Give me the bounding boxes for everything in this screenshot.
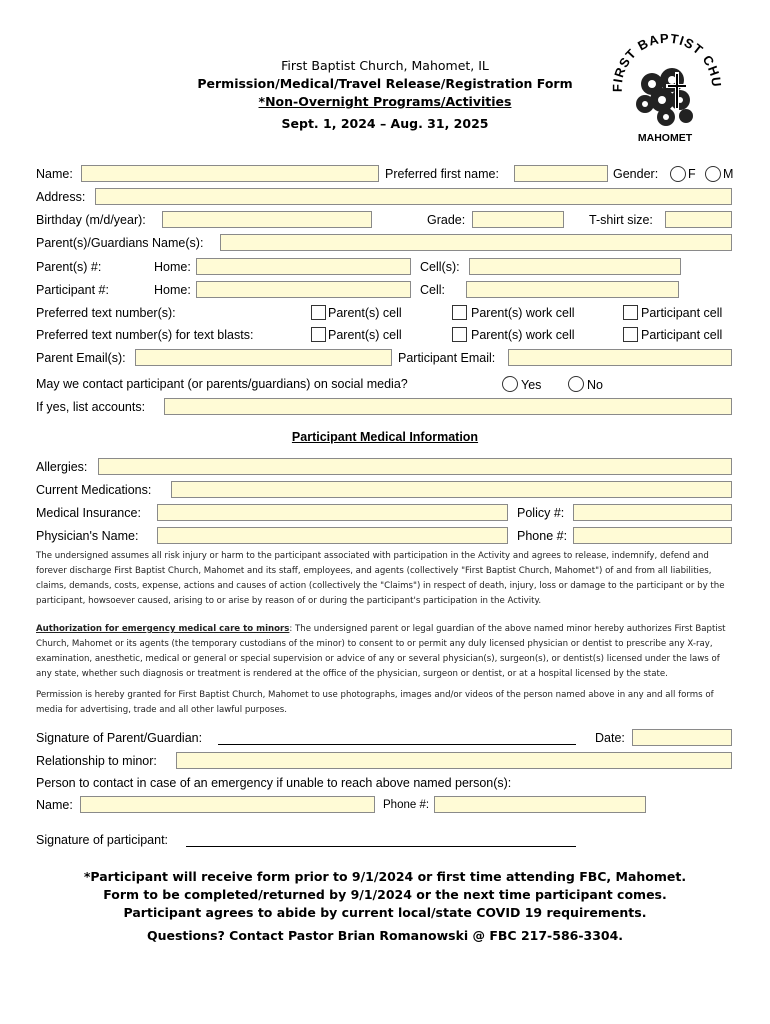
footer-line-2: Form to be completed/returned by 9/1/2024 or the next time participant comes. xyxy=(103,887,667,902)
medications-field[interactable] xyxy=(171,481,732,498)
authorization-body: : The undersigned parent or legal guardian of the above named minor hereby authorizes First Baptist Church, Mahomet or its agents (the temporary custodians of the minor) to consent to or permit any duly licensed physician or dentist to prescribe any X-ray, examination, anesthetic, medical or general or special supervision or advice of any or several physician(s), surgeon(s), or dentist(s) licensed under the laws of any state, whether such diagnosis or treatment is rendered at the office of the physician, surgeon or dentist, or at a hospital licensed by the state. xyxy=(36,624,726,679)
pref-blast-participant-label: Participant cell xyxy=(641,328,723,342)
participant-home-label: Home: xyxy=(154,283,191,297)
gender-m-radio[interactable] xyxy=(705,166,721,182)
gender-label: Gender: xyxy=(613,167,659,181)
form-dates: Sept. 1, 2024 – Aug. 31, 2025 xyxy=(281,116,489,131)
participant-email-label: Participant Email: xyxy=(398,351,496,365)
logo-top-text: FIRST BAPTIST CHU xyxy=(609,30,725,93)
physician-phone-field[interactable] xyxy=(573,527,732,544)
accounts-label: If yes, list accounts: xyxy=(36,400,146,414)
authorization-heading: Authorization for emergency medical care to minors xyxy=(36,624,290,634)
address-field[interactable] xyxy=(95,188,732,205)
emergency-name-label: Name: xyxy=(36,798,73,812)
insurance-field[interactable] xyxy=(157,504,508,521)
parents-number-label: Parent(s) #: xyxy=(36,260,102,274)
sig-parent-label: Signature of Parent/Guardian: xyxy=(36,731,203,745)
physician-field[interactable] xyxy=(157,527,508,544)
participant-email-field[interactable] xyxy=(508,349,732,366)
parent-email-field[interactable] xyxy=(135,349,392,366)
pref-blast-parent-cell-checkbox[interactable] xyxy=(311,327,326,342)
pref-blast-parent-cell-label: Parent(s) cell xyxy=(328,328,402,342)
date-label: Date: xyxy=(595,731,625,745)
social-media-question: May we contact participant (or parents/guardians) on social media? xyxy=(36,377,408,391)
logo-bottom-text: MAHOMET xyxy=(637,132,693,144)
parents-home-label: Home: xyxy=(154,260,191,274)
parents-home-field[interactable] xyxy=(196,258,411,275)
physician-label: Physician's Name: xyxy=(36,529,139,543)
tshirt-field[interactable] xyxy=(665,211,732,228)
allergies-label: Allergies: xyxy=(36,460,88,474)
church-name: First Baptist Church, Mahomet, IL xyxy=(281,58,489,73)
participant-number-label: Participant #: xyxy=(36,283,109,297)
allergies-field[interactable] xyxy=(98,458,732,475)
tshirt-label: T-shirt size: xyxy=(589,213,653,227)
footer-line-4: Questions? Contact Pastor Brian Romanowski @ FBC 217-586-3304. xyxy=(146,928,624,943)
social-no-radio[interactable] xyxy=(568,376,584,392)
emergency-phone-field[interactable] xyxy=(434,796,646,813)
grade-label: Grade: xyxy=(427,213,466,227)
emergency-label: Person to contact in case of an emergency if unable to reach above named person(s): xyxy=(36,776,512,790)
church-logo xyxy=(600,22,730,147)
pref-text-parent-cell-checkbox[interactable] xyxy=(311,305,326,320)
accounts-field[interactable] xyxy=(164,398,732,415)
parents-cells-field[interactable] xyxy=(469,258,681,275)
relationship-label: Relationship to minor: xyxy=(36,754,157,768)
pref-blast-parent-work-checkbox[interactable] xyxy=(452,327,467,342)
participant-cell-field[interactable] xyxy=(466,281,679,298)
social-yes-radio[interactable] xyxy=(502,376,518,392)
sig-participant-label: Signature of participant: xyxy=(36,833,169,847)
birthday-field[interactable] xyxy=(162,211,372,228)
date-field[interactable] xyxy=(632,729,732,746)
physician-phone-label: Phone #: xyxy=(517,529,568,543)
pref-text-parent-work-label: Parent(s) work cell xyxy=(471,306,575,320)
sig-participant-line[interactable] xyxy=(186,846,576,847)
preferred-name-label: Preferred first name: xyxy=(385,167,499,181)
policy-field[interactable] xyxy=(573,504,732,521)
footer-line-1: *Participant will receive form prior to 9/1/2024 or first time attending FBC, Mahomet. xyxy=(83,869,687,884)
footer-line-3: Participant agrees to abide by current local/state COVID 19 requirements. xyxy=(123,905,647,920)
parents-names-label: Parent(s)/Guardians Name(s): xyxy=(36,236,204,250)
relationship-field[interactable] xyxy=(176,752,732,769)
participant-home-field[interactable] xyxy=(196,281,411,298)
social-no-label: No xyxy=(587,378,603,392)
release-paragraph: The undersigned assumes all risk injury or harm to the participant associated with participation in the Activity and agrees to release, indemnify, defend and forever discharge First Baptist Church, Mahomet and its staff, employees, and agents (collectively "First Baptist Church, Mahomet") of and from all liabilities, claims, demands, costs, expense, actions and causes of action (collectively the "Claims") in respect of death, injury, loss or damage to the participant or by the participant, howsoever caused, arising to or arise by reason of or during the participant's participation in the Activity. xyxy=(36,551,725,606)
pref-text-parent-cell-label: Parent(s) cell xyxy=(328,306,402,320)
authorization-paragraph xyxy=(36,622,736,682)
pref-text-participant-label: Participant cell xyxy=(641,306,723,320)
pref-text-parent-work-checkbox[interactable] xyxy=(452,305,467,320)
medical-heading: Participant Medical Information xyxy=(291,430,479,444)
parents-names-field[interactable] xyxy=(220,234,732,251)
grade-field[interactable] xyxy=(472,211,564,228)
birthday-label: Birthday (m/d/year): xyxy=(36,213,146,227)
preferred-name-field[interactable] xyxy=(514,165,608,182)
gender-f-label: F xyxy=(688,167,696,181)
parents-cells-label: Cell(s): xyxy=(420,260,460,274)
name-field[interactable] xyxy=(81,165,379,182)
sig-parent-line[interactable] xyxy=(218,744,576,745)
pref-blast-parent-work-label: Parent(s) work cell xyxy=(471,328,575,342)
insurance-label: Medical Insurance: xyxy=(36,506,141,520)
medications-label: Current Medications: xyxy=(36,483,152,497)
form-title: Permission/Medical/Travel Release/Registration Form xyxy=(197,76,573,91)
social-yes-label: Yes xyxy=(521,378,542,392)
pref-text-participant-checkbox[interactable] xyxy=(623,305,638,320)
program-type: *Non-Overnight Programs/Activities xyxy=(258,94,512,109)
policy-label: Policy #: xyxy=(517,506,565,520)
emergency-phone-label: Phone #: xyxy=(383,799,430,811)
gender-m-label: M xyxy=(723,167,734,181)
gender-f-radio[interactable] xyxy=(670,166,686,182)
pref-blast-label: Preferred text number(s) for text blasts: xyxy=(36,328,254,342)
address-label: Address: xyxy=(36,190,86,204)
pref-text-label: Preferred text number(s): xyxy=(36,306,176,320)
photo-permission-paragraph: Permission is hereby granted for First Baptist Church, Mahomet to use photographs, images and/or videos of the person named above in any and all forms of media for advertising, trade and all other lawful purposes. xyxy=(36,690,714,715)
name-label: Name: xyxy=(36,167,73,181)
participant-cell-label: Cell: xyxy=(420,283,446,297)
pref-blast-participant-checkbox[interactable] xyxy=(623,327,638,342)
parent-email-label: Parent Email(s): xyxy=(36,351,126,365)
emergency-name-field[interactable] xyxy=(80,796,375,813)
